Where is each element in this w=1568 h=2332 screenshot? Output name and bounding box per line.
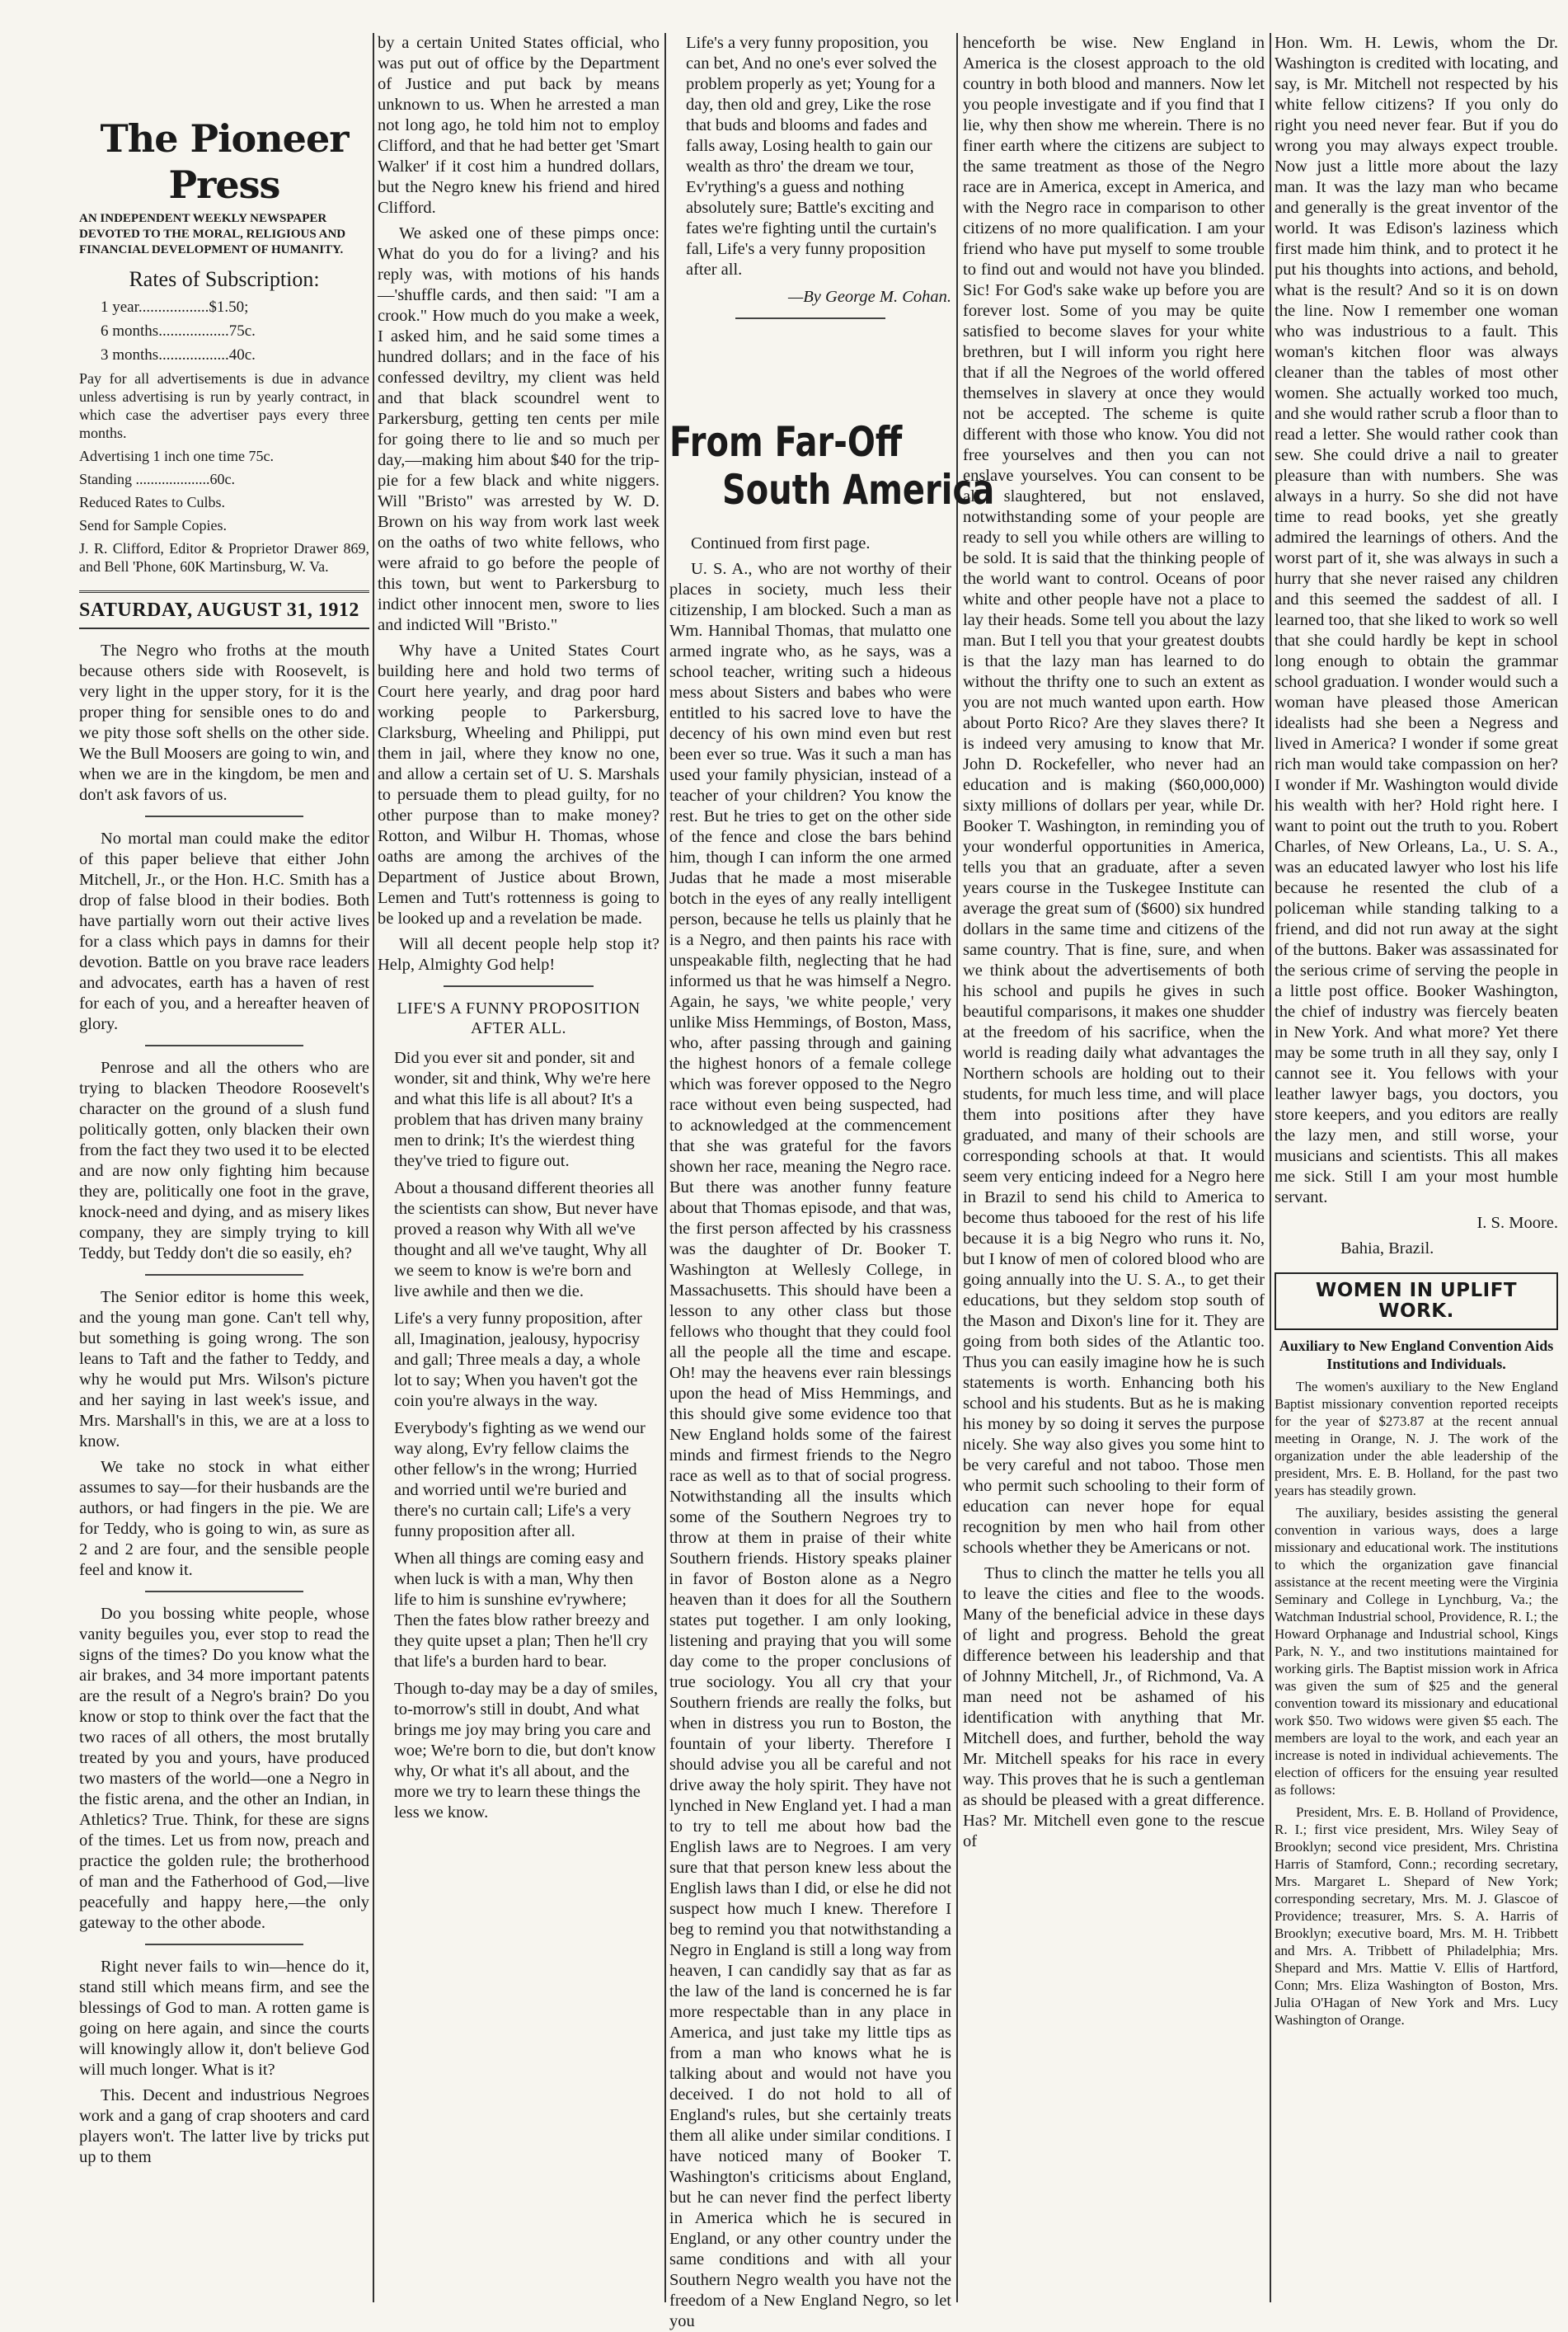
advertising-rate: Advertising 1 inch one time 75c. xyxy=(79,448,274,464)
article-paragraph: Why have a United States Court building here and hold two terms of Court here yearly, and drag poor hard working people to Parkersburg, Clarksburg, Wheeling and Philippi, put them in jail, where they know no one, and allow a certain set of U. S. Marshals to persuade them to plead guilty, for no other purpose than to make money? Rotton, and Wilbur H. Thomas, whose oaths are among the archives of the Department of Justice about Brown, Lemen and Tutt's rottenness is going to be looked up and a revelation be made. xyxy=(378,642,660,928)
poem-stanza: Life's a very funny proposition, you can bet, And no one's ever solved the problem properly as yet; Young for a day, then old and grey, Like the rose that buds and blooms and fades and falls away, Losing health to gain our wealth as thro' the dream we tour, Ev'rything's a guess and nothing absolutely sure; Battle's exciting and fates we're fighting until the curtain's fall, Life's a very funny proposition after all. xyxy=(686,34,937,279)
article-paragraph: We asked one of these pimps once: What do you do for a living? and his reply was, with motions of his hands—'shuffle cards, and then said: "I am a crook." How much do you make a week, I asked him, and he said some times a hundred dollars; and in the face of his confessed deviltry, my client was held and that black scoundrel went to Parkersburg, getting ten cents per mile for going there to lie and so much per day,—making him about $40 for the trip-pie for a few black and white niggers. Will "Bristo" was arrested by W. D. Brown on his way from work last week on the oaths of two white fellows, who were afraid to go before the people of this town, but went to Parkersburg to indict other innocent men, swore to lies and indicted Will "Bristo." xyxy=(378,224,660,634)
rates-title: Rates of Subscription: xyxy=(129,267,320,291)
poem-stanza: Life's a very funny proposition, after all, Imagination, jealousy, hypocrisy and gall; Three meals a day, a whole lot to say; When you haven't got the coin you're always in the way. xyxy=(394,1309,642,1410)
editorial-paragraph: The Senior editor is home this week, and the young man gone. Can't tell why, but something is going wrong. The son leans to Taft and the father to Teddy, and why he would put Mrs. Wilson's picture and her saying in last week's issue, and Mrs. Marshall's in this, we are at a loss to know. xyxy=(79,1288,369,1450)
standing-rate: Standing ....................60c. xyxy=(79,471,235,487)
article-paragraph: henceforth be wise. New England in America is the closest approach to the old country in both blood and manners. Now let you people investigate and if you find that I lie, why then show me wherein. There is no finer earth where the citizens are subject to the same treatment as those of the Negro race are in America, except in America, and with the Negro race in comparison to other citizens of no more qualification. I am your friend who have put myself to some trouble to find out and would not have you blinded. Sic! For God's sake wake up before you are forever lost. Some of you may be quite satisfied to become slaves for your white brethren, but I will inform you right here that if all the Negroes of the world offered themselves in slavery at once they would not be accepted. The scheme is quite different with those who know. You did not free yourselves and then you can not enslave yourselves. You can consent to be all slaughtered, but not enslaved, notwithstanding some of your people are ready to sell you while others are willing to be sold. It is said that the thinking people of the world want to control. Oceans of poor white and other people have not a place to lay their heads. Some tell you about the lazy man. But I tell you that your greatest doubts is that the lazy man has learned to do without the thrifty one to such an extent as you are not much wanted upon earth. How about Porto Rico? Are they slaves there? It is indeed very amusing to know that Mr. John D. Rockefeller, who never had an education and is making ($60,000,000) sixty millions of dollars per year, while Dr. Booker T. Washington, in reminding you of your wonderful opportunities in America, tells you that an graduate, after a seven years course in the Tuskegee Institute can average the great sum of ($600) six hundred dollars in the same time and citizens of the same country. That is fine, sure, and when we think about the advertisements of both his school and pupils he gives in such beautiful comparisons, it makes one shudder at the freedom of his sacrifice, when the world is reading daily what advantages the Northern schools are holding out to their students, for much less time, and will place them into positions after they have graduated, and many of their schools are corresponding schools at that. It would seem very enticing indeed for a Negro here in Brazil to send his child to America to become thus tabooed for the rest of his life because it is a big Negro who runs it. No, but I know of men of colored blood who are going annually into the U. S. A., to get their educations, but they seldom stop south of the Mason and Dixon's line for it. They are going from both sides of the Atlantic too. Thus you can easily imagine how he is such statements is worth. Enhancing both his school and his students. But as he is making his money by so doing it serves the purpose nicely. She way also gives you some hint to be very careful and not taboo. Those men who permit such schooling to their form of education can never hope for equal recognition by men who hail from other schools whether they be Americans or not. xyxy=(963,34,1265,1557)
column-2 xyxy=(378,33,660,2301)
headline-line-1: From Far-Off xyxy=(669,418,903,466)
divider xyxy=(145,1944,303,1945)
column-rule xyxy=(664,33,666,2302)
poem xyxy=(378,1048,660,1823)
divider xyxy=(145,816,303,817)
poem-stanza: Did you ever sit and ponder, sit and wonder, sit and think, Why we're here and what this life is all about? It's a problem that has driven many brainy men to drink; It's the wierdest thing they've tried to figure out. xyxy=(394,1049,651,1170)
article-body xyxy=(1275,1378,1558,2029)
column-3 xyxy=(669,33,995,2330)
poem-stanza: About a thousand different theories all the scientists can show, But never have proved a reason why With all we've thought and all we've taught, Why all we seem to know is we're born and live awhile and then we die. xyxy=(394,1179,659,1300)
editorial-paragraph: We take no stock in what either assumes to say—for their husbands are the authors, or had fingers in the pie. We are for Teddy, who is going to win, as sure as 2 and 2 are four, and the sensible people feel and know it. xyxy=(79,1458,369,1579)
article-headline xyxy=(669,418,995,514)
column-rule xyxy=(1270,33,1271,2302)
column-1 xyxy=(79,33,369,2301)
article-paragraph: Thus to clinch the matter he tells you all to leave the cities and flee to the woods. Many of the beneficial advice in these days of light and progress. Behold the great difference between his leadership and that of Johnny Mitchell, Jr., of Richmond, Va. A man need not be ashamed of his identification with anything that Mr. Mitchell does, and further, behold the way Mr. Mitchell speaks for his race in every way. This proves that he is such a gentleman as should be pleased with a great difference. Has? Mr. Mitchell even gone to the rescue of xyxy=(963,1564,1265,1850)
divider xyxy=(444,985,594,987)
article-deck: Auxiliary to New England Convention Aids Institutions and Individuals. xyxy=(1279,1338,1554,1372)
rate-line: 1 year..................$1.50; xyxy=(101,299,249,316)
issue-date: SATURDAY, AUGUST 31, 1912 xyxy=(79,590,369,629)
poem-title: LIFE'S A FUNNY PROPOSITION AFTER ALL. xyxy=(397,999,641,1037)
article-paragraph: U. S. A., who are not worthy of their places in society, much less their citizenship, I am blocked. Such a man as Wm. Hannibal Thomas, that mulatto one armed ingrate who, as he says, was a school teacher, writing such a hideous mess about Sisters and babes who were entitled to his sacred love to have the decency of his own mind even but rest been ever so true. Was it such a man has used your family physician, instead of a teacher of your children? You know the rest. But he tries to get on the other side of the fence and close the bars behind him, though I can inform the one armed Judas that he made a most miserable botch in the eyes of any really intelligent person, because he tells us plainly that he is a Negro, and then paints his race with unspeakable filth, neglecting that he had informed us that he was himself a Negro. Again, he says, 'we white people,' very unlike Miss Hemmings, of Boston, Mass, who, after passing through and gaining the highest honors of a female college which was forever opposed to the Negro race without even being suspected, had to acknowledged at the commencement that she was grateful for the favors shown her race, meaning the Negro race. But there was another funny feature about that Thomas episode, and that was, the first person affected by his crassness was the daughter of Dr. Booker T. Washington at Wellesly College, in Massachusetts. This should have been a lesson to any other class but those fellows who thought that they could fool all the people all the time and escape. Oh! may the heavens ever rain blessings upon the head of Miss Hemmings, and this should give some evidence too that New England holds some of the fairest minds and firmest friends to the Negro race as well as to that of social progress. Notwithstanding all the insults which some of the Southern Negroes try to throw at them in praise of their white Southern friends. History speaks plainer in favor of Boston alone as a Negro heaven than it does for all the Southern states put together. I am only looking, listening and praying that you will some day come to the proper conclusions of true sociology. You all cry that your Southern friends are really the folks, but when in distress you run to Boston, the fountain of your liberty. Therefore I should advise you all be careful and not drive away the holy spirit. They have not lynched in New England yet. I had a man to try to tell me about how bad the English laws are to Negroes. I am very sure that that person knew less about the English laws than I did, or else he did not suspect how much I knew. Therefore I beg to remind you that notwithstanding a Negro in England is still a long way from heaven, I can candidly say that as far as the law of the land is concerned he is far more respectable than in any place in America, and just take my little tips as from a man who knows what he is talking about and would not have you deceived. I do not hold to all of England's rules, but she certainly treats them all alike under similar conditions. I have noticed many of Booker T. Washington's criticisms about England, but he can never find the perfect liberty in America which he is secured in England, or any other country under the same conditions and with all your Southern Negro wealth you have not the freedom of a New England Negro, so let you xyxy=(669,560,951,2330)
headline-line-2: South America xyxy=(722,466,995,514)
rate-line: 3 months..................40c. xyxy=(101,346,256,364)
column-5 xyxy=(1275,33,1558,2301)
article-paragraph: The women's auxiliary to the New England Baptist missionary convention reported receipts for the year of $273.87 at the recent annual meeting in Orange, N. J. The work of the organization under the able leadership of the president, Mrs. E. B. Holland, for the past two years has steadily grown. xyxy=(1275,1379,1558,1498)
masthead-title: The Pioneer Press xyxy=(100,116,349,207)
poem-byline: —By George M. Cohan. xyxy=(788,288,951,306)
poem-stanza: When all things are coming easy and when luck is with a man, Why then life to him is sunshine ev'rywhere; Then the fates blow rather breezy and they quite upset a plan; Then he'll cry that life's a burden hard to bear. xyxy=(394,1549,650,1671)
editorial-paragraph: Right never fails to win—hence do it, stand still which means firm, and see the blessings of God to man. A rotten game is going on here again, and since the courts will knowingly allow it, don't believe God will much longer. What is it? xyxy=(79,1958,369,2079)
poem-continued xyxy=(669,33,951,280)
divider xyxy=(735,317,885,319)
poem-stanza: Everybody's fighting as we wend our way along, Ev'ry fellow claims the other fellow's in the wrong; Hurried and worried until we're buried and there's no curtain call; Life's a very funny proposition after all. xyxy=(394,1419,646,1540)
club-rates: Reduced Rates to Culbs. xyxy=(79,494,225,510)
editorial-paragraph: Do you bossing white people, whose vanity beguiles you, ever stop to read the signs of the times? Do you know what the air brakes, and 34 more important patents are the result of a Negro's brain? Do you know or stop to think over the fact that the two races of all others, the most brutally treated by you and yours, have produced two masters of the world—one a Negro in the fistic arena, and the other an Indian, in Athletics? True. Think, for these are signs of the times. Let us from now, preach and practice the golden rule; the brotherhood of man and the Fatherhood of God,—live peacefully and happy here,—the only gateway to the other abode. xyxy=(79,1605,369,1932)
editorial-paragraph: The Negro who froths at the mouth because others side with Roosevelt, is very light in the upper story, for it is the proper thing for sensible ones to do and we pity those soft shells on the other side. We the Bull Moosers are going to win, and when we are in the kingdom, be men and don't ask favors of us. xyxy=(79,642,369,804)
author-signature: I. S. Moore. xyxy=(1476,1214,1558,1232)
editorial-paragraph: No mortal man could make the editor of this paper believe that either John Mitchell, Jr., or the Hon. H.C. Smith has a drop of false blood in their bodies. Both have partially worn out their active lives for a class which pays in damns for their devotion. Battle on you brave race leaders and advocates, earth has a haven of rest for each of you, and a hereafter heaven of glory. xyxy=(79,830,369,1033)
editorial-paragraph: Penrose and all the others who are trying to blacken Theodore Roosevelt's character on the ground of a slush fund politically gotten, only blacken their own from the fact they two used it to be elected and are now only fighting him because they are, politically one foot in the grave, knock-need and dying, and as misery likes company, they are simply trying to kill Teddy, but Teddy don't die so easily, eh? xyxy=(79,1059,369,1262)
sample-copies: Send for Sample Copies. xyxy=(79,517,227,534)
article-paragraph: The auxiliary, besides assisting the general convention in various ways, does a large missionary and educational work. The institutions to which the organization gave financial assistance at the recent meeting were the Virginia Seminary and College in Lynchburg, Va.; the Watchman Industrial school, Providence, R. I.; the Howard Orphanage and Industrial school, Kings Park, N. Y., and two institutions maintained for working girls. The Baptist mission work in Africa was given the sum of $25 and the general convention toward its missionary and educational work $50. Two widows were given $5 each. The members are loyal to the work, and each year an increase is noted in individual achievements. The election of officers for the ensuing year resulted as follows: xyxy=(1275,1505,1558,1798)
article-paragraph: Hon. Wm. H. Lewis, whom the Dr. Washington is credited with locating, and say, is Mr. Mitchell not respected by his white fellow citizens? If you only do right you need never fear. But if you do wrong you may always expect trouble. Now just a little more about the lazy man. It was the lazy man who became and generally is the great inventor of the world. It was Edison's laziness which first made him think, and to protect it he put his thoughts into actions, and behold, what is the result? And so it is on down the line. Now I remember one woman who was industrious to a fault. This woman's kitchen floor was always cleaner than the tables of most other women. She actually worked too much, and she would rather scrub a floor than to read a letter. She would rather cook than sew. She could drive a nail to greater pleasure than with numbers. She was always in a hurry. So she did not have time to read books, yet she greatly admired the learnings of others. And the worst part of it, she was always in such a hurry that she never raised any children and this seemed the saddest of all. I learned too, that she liked to work so well that she could hardly be kept in school long enough to obtain the grammar school graduation. I wonder would such a woman have pleased those American idealists had she been a Negress and lived in America? I wonder if some great rich man would take compassion on her? I wonder if Mr. Washington would divide his wealth with her? Hold right here. I want to point out the truth to you. Robert Charles, of New Orleans, La., U. S. A., was an educated lawyer who lost his life because he resented the club of a policeman while standing talking to a friend, and did not run away at the sight of the buttons. Baker was assassinated for the serious crime of serving the people in a little post office. Booker Washington, the chief of industry was fiercely beaten in New York. And what more? Yet there may be some truth in all they say, only I cannot see it. You fellows with your leather lawyer bags, you doctors, you store keepers, and you editors are really the lazy men, and still worse, your musicians and scientists. This all makes me sick. Still I am your most humble servant. xyxy=(1275,34,1558,1206)
divider xyxy=(145,1045,303,1046)
article-paragraph: by a certain United States official, who was put out of office by the Department of Justice and put back by means unknown to us. When he arrested a man not long ago, he told him not to employ Clifford, and that he had better get 'Smart Walker' if it cost him a hundred dollars, but the Negro knew his friend and hired Clifford. xyxy=(378,34,660,217)
advertising-terms: Pay for all advertisements is due in advance unless advertising is run by yearly contract, in which case the advertiser pays every three months. xyxy=(79,370,369,441)
rate-line: 6 months..................75c. xyxy=(101,322,256,340)
article-paragraph: Will all decent people help stop it? Help, Almighty God help! xyxy=(378,935,660,974)
column-4 xyxy=(963,33,1265,2301)
editorial-paragraph: This. Decent and industrious Negroes work and a gang of crap shooters and card players won't. The latter live by tricks put up to them xyxy=(79,2086,369,2166)
poem-stanza: Though to-day may be a day of smiles, to-morrow's still in doubt, And what brings me joy may bring you care and woe; We're born to die, but don't know why, Or what it's all about, and the more we try to learn these things the less we know. xyxy=(394,1680,658,1822)
publisher-info: J. R. Clifford, Editor & Proprietor Drawer 869, and Bell 'Phone, 60K Martinsburg, W. Va. xyxy=(79,540,369,575)
column-rule xyxy=(373,33,374,2302)
author-location: Bahia, Brazil. xyxy=(1340,1239,1434,1258)
article-headline-box: WOMEN IN UPLIFT WORK. xyxy=(1275,1272,1558,1330)
continued-note: Continued from first page. xyxy=(691,534,871,552)
divider xyxy=(145,1274,303,1276)
masthead-tagline: AN INDEPENDENT WEEKLY NEWSPAPER DEVOTED TO THE MORAL, RELIGIOUS AND FINANCIAL DEVELOPMENT OF HUMANITY. xyxy=(79,212,346,256)
article-paragraph: President, Mrs. E. B. Holland of Providence, R. I.; first vice president, Mrs. Wiley Seay of Brooklyn; second vice president, Mrs. Christina Harris of Stamford, Conn.; recording secretary, Mrs. Margaret L. Shepard of New York; corresponding secretary, Mrs. M. J. Glascoe of Providence; treasurer, Mrs. S. A. Harris of Brooklyn; executive board, Mrs. M. H. Tribbett and Mrs. A. Tribbett of Philadelphia; Mrs. Shepard and Mrs. Mattie V. Ellis of Hartford, Conn; Mrs. Eliza Washington of Boston, Mrs. Julia O'Hagan of New York and Mrs. Lucy Washington of Orange. xyxy=(1275,1804,1558,2028)
divider xyxy=(145,1591,303,1592)
column-rule xyxy=(956,33,958,2302)
